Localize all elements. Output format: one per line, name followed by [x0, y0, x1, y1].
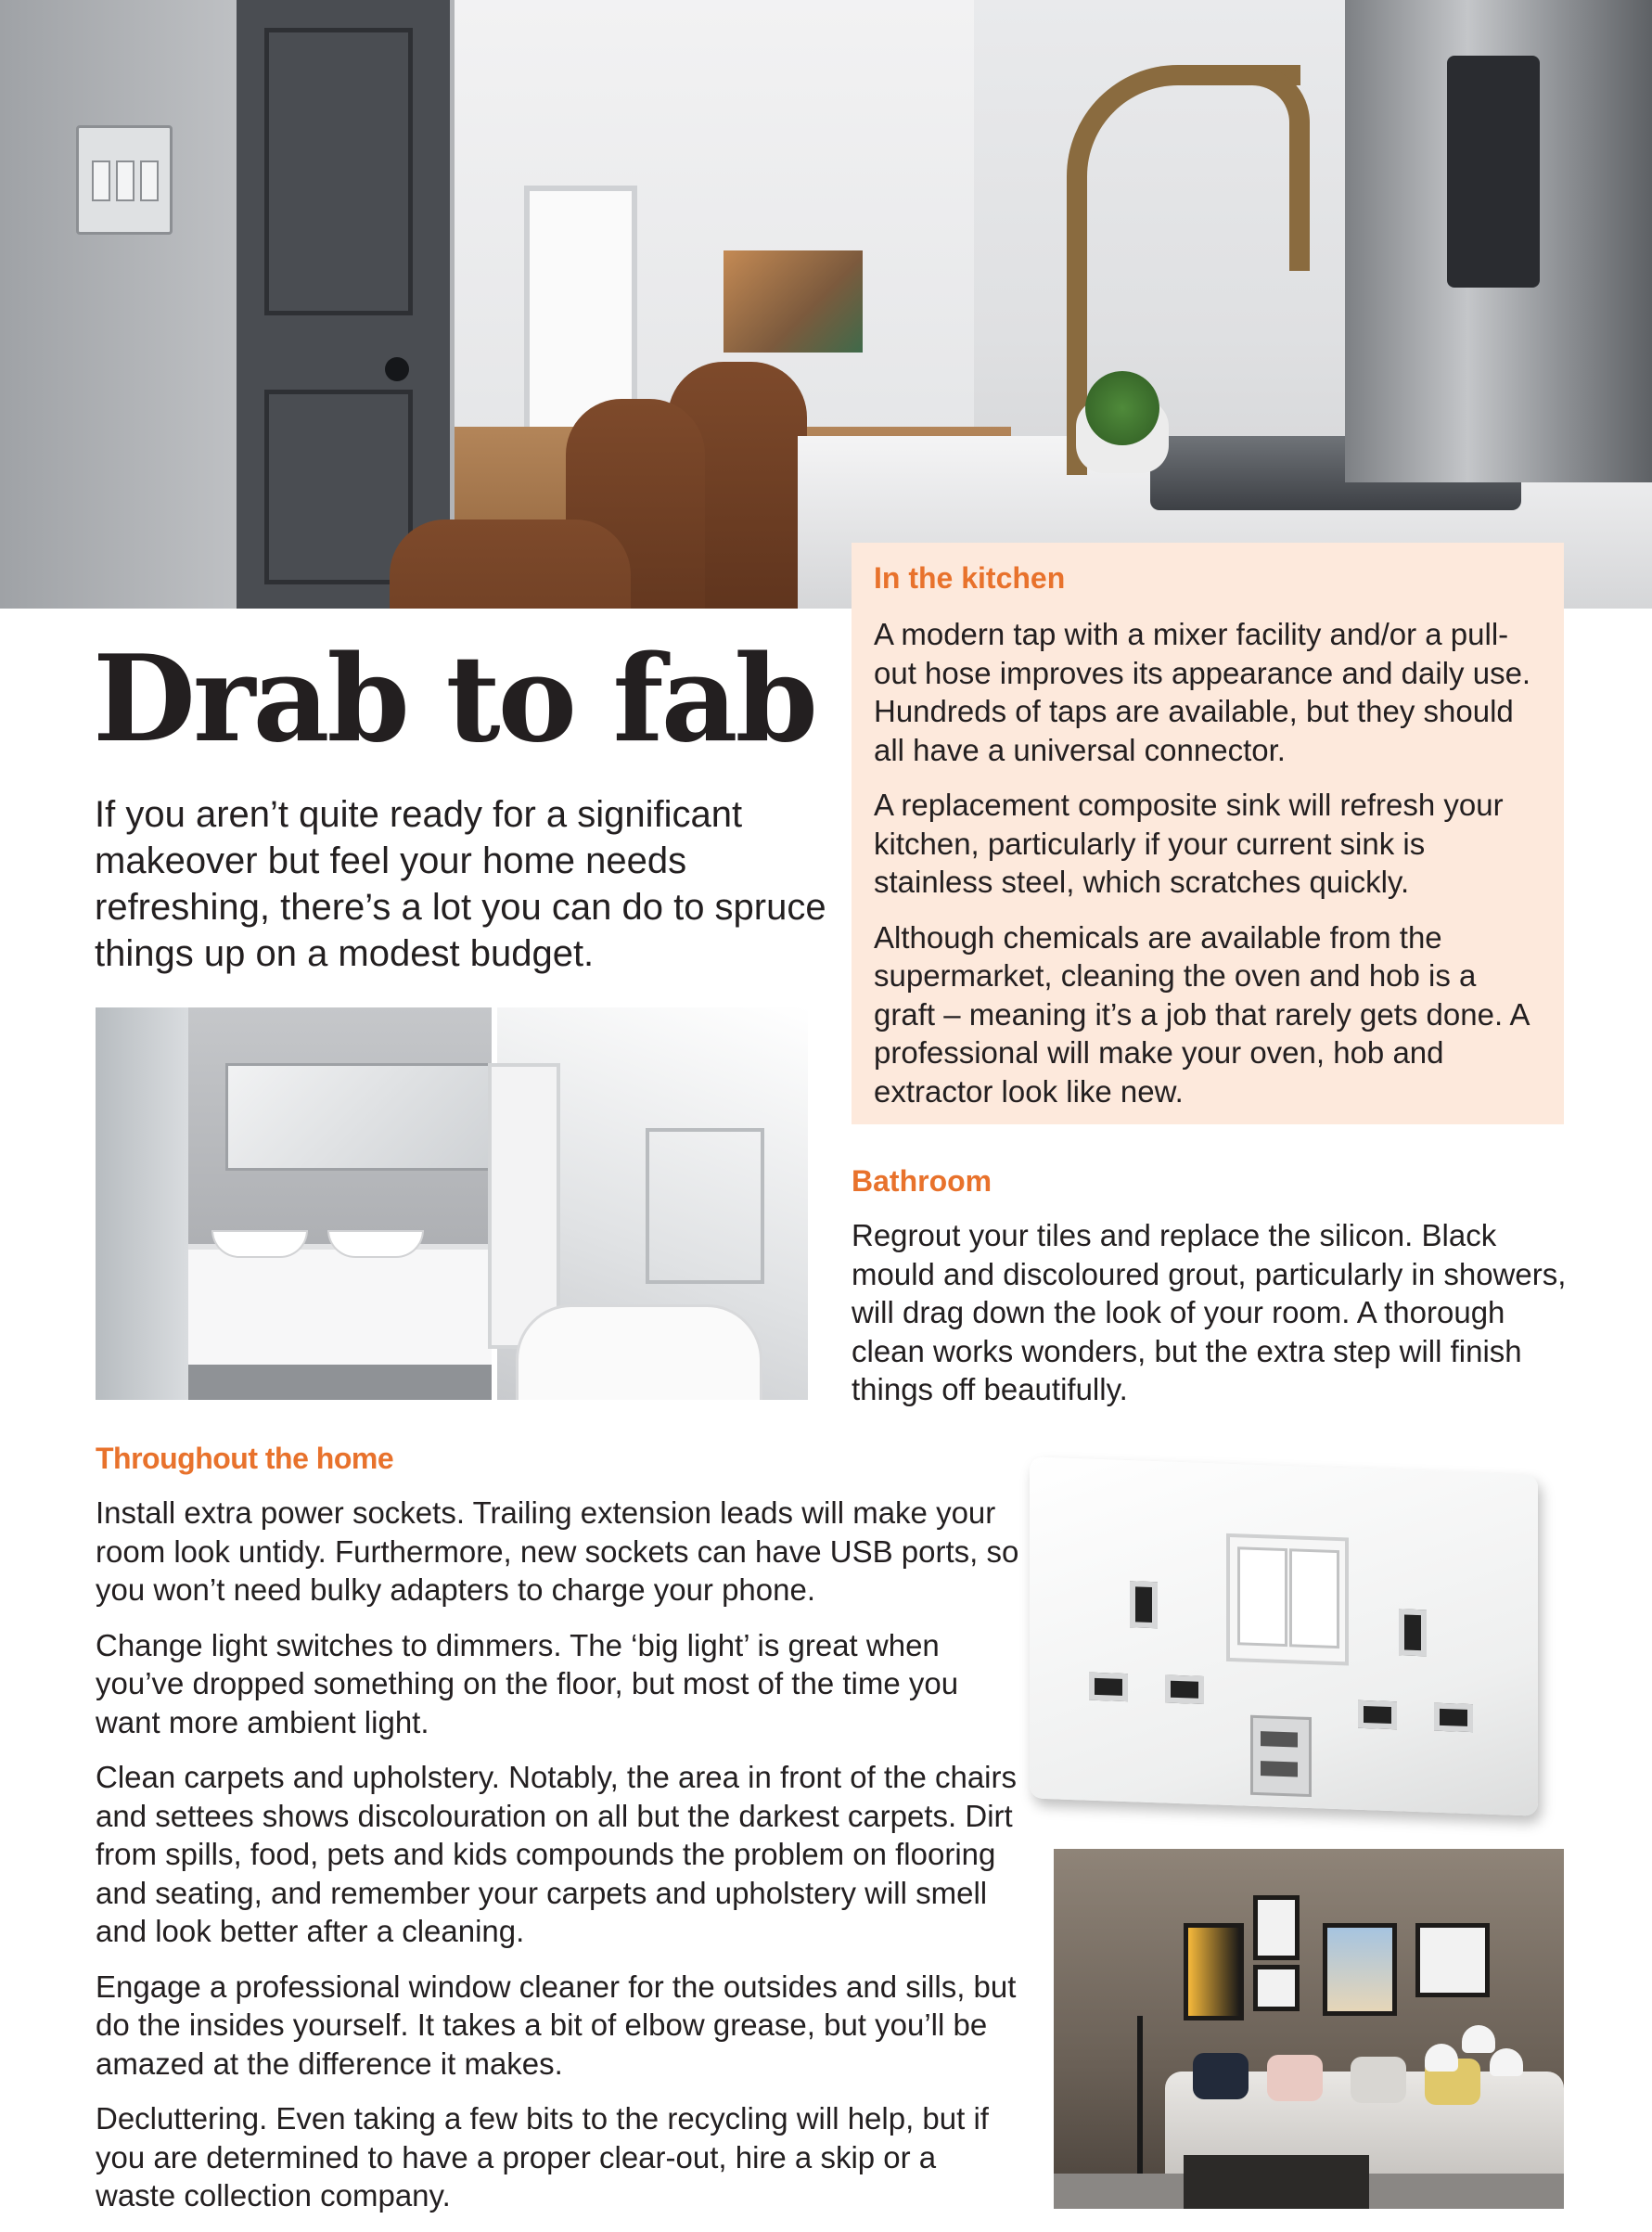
socket-outlet [1354, 1598, 1484, 1761]
socket-outlet [1085, 1571, 1215, 1733]
light-switch-illustration [76, 125, 173, 235]
photo-tap-spout [1252, 65, 1310, 271]
photo-mirror [225, 1063, 491, 1171]
socket-plate [1030, 1456, 1538, 1815]
home-heading: Throughout the home [96, 1442, 394, 1475]
photo-pendant-light [1425, 2044, 1458, 2072]
home-paragraph: Install extra power sockets. Trailing extension leads will make your room look untidy. Furthermore, new sockets can have USB ports, so you won’t need bulky adapters to charge your phone. [96, 1495, 1019, 1607]
photo-fridge-screen [1447, 56, 1540, 288]
kitchen-photo [0, 0, 1652, 609]
photo-basin [211, 1230, 308, 1258]
kitchen-tips-box [852, 543, 1564, 1124]
kitchen-heading: In the kitchen [874, 561, 1066, 595]
photo-frame [1253, 1965, 1300, 2011]
photo-door [237, 0, 450, 609]
photo-chair [390, 520, 631, 609]
kitchen-paragraph: Although chemicals are available from the supermarket, cleaning the oven and hob is a graft – meaning it’s a job that rarely gets done. A professional will make your oven, hob and extractor look like new. [874, 919, 1529, 1109]
photo-pendant-light [1462, 2025, 1495, 2053]
photo-pendant-light [1490, 2048, 1523, 2076]
kitchen-paragraph: A replacement composite sink will refresh your kitchen, particularly if your current sink is stainless steel, which scratches quickly. [874, 788, 1504, 899]
kitchen-paragraph: A modern tap with a mixer facility and/or a pull-out hose improves its appearance and daily use. Hundreds of taps are available, but they should all have a universal connector. [874, 617, 1531, 767]
home-paragraph: Engage a professional window cleaner for the outsides and sills, but do the insides yourself. It takes a bit of elbow grease, but you’ll be amazed at the difference it makes. [96, 1969, 1017, 2081]
home-paragraph: Change light switches to dimmers. The ‘big light’ is great when you’ve dropped something on the floor, but most of the time you want more ambient light. [96, 1627, 959, 1739]
power-socket-photo [1030, 1456, 1547, 1816]
photo-bath-area [497, 1007, 808, 1400]
bathroom-photo [96, 1007, 808, 1400]
photo-plant [1085, 371, 1159, 445]
home-paragraph: Decluttering. Even taking a few bits to the recycling will help, but if you are determined to have a proper clear-out, hire a skip or a waste collection company. [96, 2101, 989, 2213]
photo-artwork [724, 250, 863, 353]
photo-frame [1253, 1895, 1300, 1960]
photo-basin [327, 1230, 424, 1258]
photo-frame [1184, 1923, 1244, 2020]
page-title: Drab to fab [93, 630, 815, 769]
photo-shower-glass [96, 1007, 188, 1400]
usb-port-icon [1250, 1715, 1312, 1797]
bathroom-paragraph: Regrout your tiles and replace the silicon. Black mould and discoloured grout, particularly in showers, will drag down the look of your room. A thorough clean works wonders, but the extra step will finish things off beautifully. [852, 1218, 1567, 1406]
intro-text: If you aren’t quite ready for a significant makeover but feel your home needs refreshing, there’s a lot you can do to spruce things up on a modest budget. [95, 794, 826, 974]
home-paragraph: Clean carpets and upholstery. Notably, the area in front of the chairs and settees shows discolouration on all but the darkest carpets. Dirt from spills, food, pets and kids compounds the problem on flooring and seating, and remember your carpets and upholstery will smell and look better after a cleaning. [96, 1760, 1017, 1948]
socket-switches [1226, 1533, 1349, 1666]
living-room-photo [1054, 1849, 1564, 2209]
photo-frame [1323, 1923, 1397, 2016]
photo-floor-lamp [1137, 2016, 1143, 2192]
photo-frame [1415, 1923, 1490, 1997]
photo-coffee-table [1184, 2155, 1369, 2209]
bathroom-heading: Bathroom [852, 1164, 992, 1198]
photo-vanity [188, 1244, 504, 1370]
home-tips [96, 1494, 1023, 2232]
